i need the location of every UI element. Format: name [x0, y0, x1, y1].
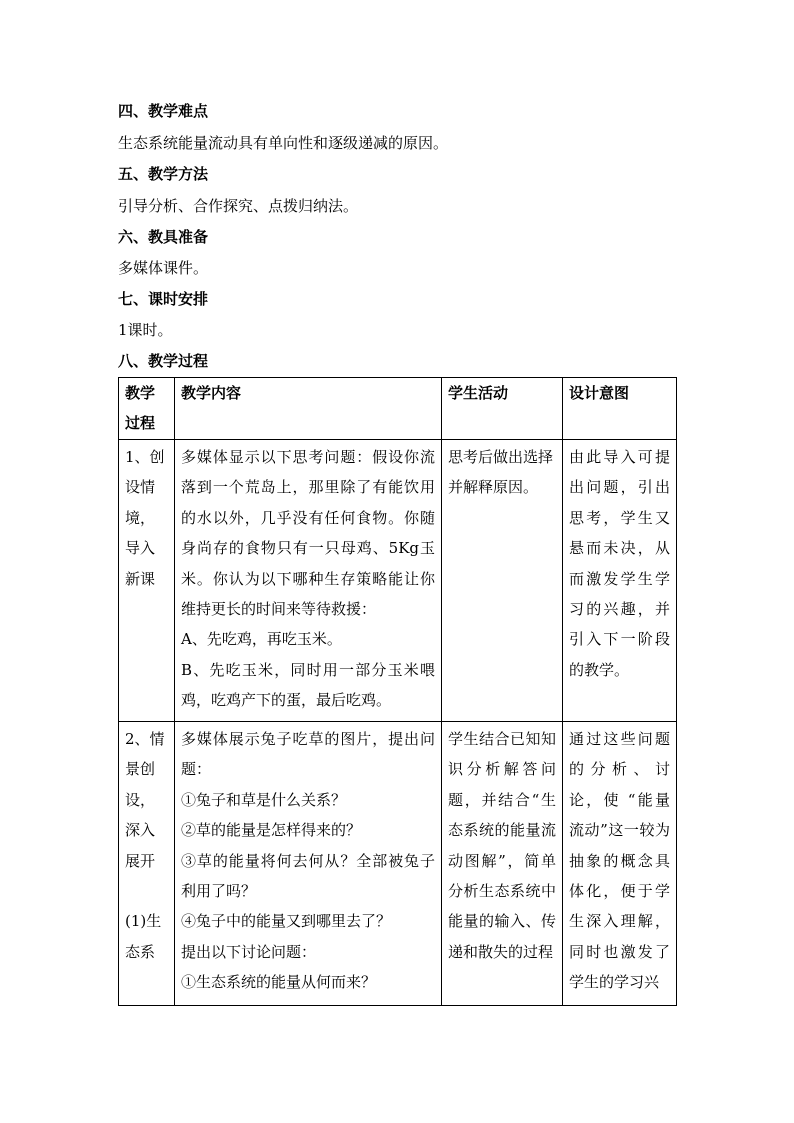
row2-content-p3: ②草的能量是怎样得来的？	[181, 821, 362, 840]
row2-stage	[119, 722, 175, 1006]
section-heading-schedule: 七、课时安排	[118, 290, 209, 308]
row1-stage: 1、创设情境，导入新课	[119, 440, 175, 722]
row2-intent: 通过这些问题的分析、讨论，使 “能量流动”这一较为抽象的概念具体化，便于学生深入理解，同时也激发了学生的学习兴	[563, 722, 677, 1006]
row2-activity: 学生结合已知知识分析解答问题，并结合“生态系统的能量流动图解”，简单分析生态系统中能量的输入、传递和散失的过程	[442, 722, 563, 1006]
row1-content-p2: A、先吃鸡，再吃玉米。	[181, 630, 342, 649]
row2-stage-title: 2、情景创设，深入展开	[125, 730, 165, 870]
teaching-process-table	[118, 377, 677, 1006]
row2-content-p2: ①兔子和草是什么关系？	[181, 790, 347, 809]
row2-content-p1: 多媒体展示兔子吃草的图片，提出问题：	[181, 730, 435, 779]
section-heading-difficulty: 四、教学难点	[118, 102, 209, 120]
row2-content	[175, 722, 442, 1006]
row1-content	[175, 440, 442, 722]
section-body-difficulty: 生态系统能量流动具有单向性和逐级递减的原因。	[118, 134, 449, 152]
section-body-method: 引导分析、合作探究、点拨归纳法。	[118, 197, 359, 215]
row2-content-p5: ④兔子中的能量又到哪里去了？	[181, 912, 392, 931]
row2-content-p4: ③草的能量将何去何从？全部被兔子利用了吗？	[181, 851, 435, 901]
row1-content-p1: 多媒体显示以下思考问题：假设你流落到一个荒岛上，那里除了有能饮用的水以外，几乎没有任何食物。你随身尚存的食物只有一只母鸡、5Kg玉米。你认为以下哪种生存策略能让你维持更长的时间来等待救援：	[181, 448, 435, 619]
table-row	[119, 440, 677, 722]
row1-intent: 由此导入可提出问题，引出思考，学生又悬而未决，从而激发学生学习的兴趣，并引入下一阶段的教学。	[563, 440, 677, 722]
table-row	[119, 722, 677, 1006]
table-header-row	[119, 378, 677, 440]
header-content: 教学内容	[175, 378, 442, 440]
row2-content-p6: 提出以下讨论问题：	[181, 942, 317, 961]
header-stage: 教学过程	[119, 378, 175, 440]
row1-activity: 思考后做出选择并解释原因。	[442, 440, 563, 722]
section-heading-method: 五、教学方法	[118, 165, 209, 183]
section-body-materials: 多媒体课件。	[118, 259, 209, 277]
section-heading-materials: 六、教具准备	[118, 228, 209, 246]
row2-stage-sub: (1)生态系	[125, 912, 162, 961]
header-activity: 学生活动	[442, 378, 563, 440]
header-intent: 设计意图	[563, 378, 677, 440]
row2-content-p7: ①生态系统的能量从何而来？	[181, 973, 377, 992]
row1-content-p3: B、先吃玉米，同时用一部分玉米喂鸡，吃鸡产下的蛋，最后吃鸡。	[181, 660, 435, 710]
section-body-schedule: 1课时。	[118, 321, 173, 339]
section-heading-process: 八、教学过程	[118, 352, 209, 370]
